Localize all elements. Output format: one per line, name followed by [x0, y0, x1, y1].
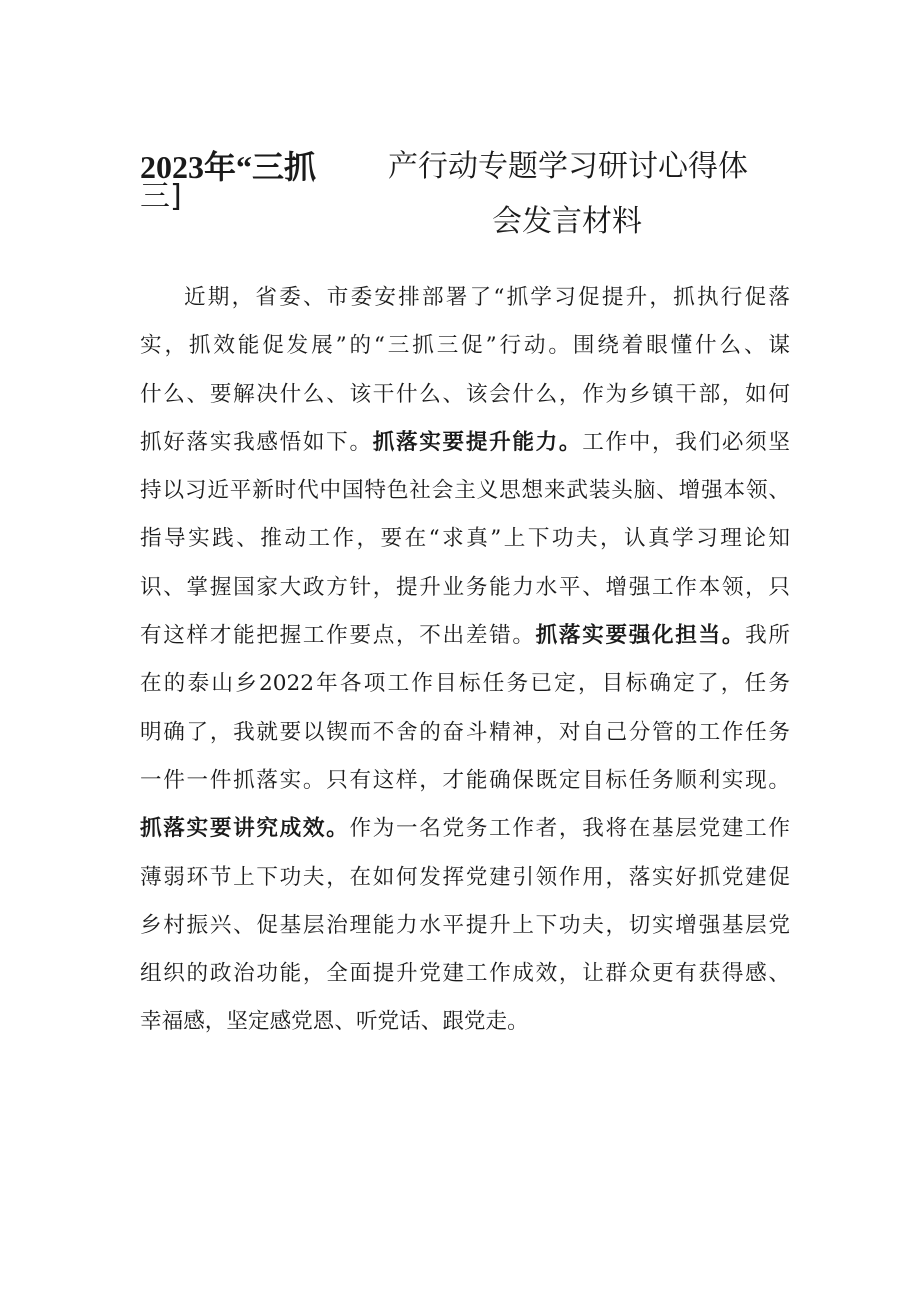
paragraph-line: [140, 612, 790, 660]
paragraph-text: 我所: [745, 623, 790, 649]
paragraph-text: 薄弱环节上下功夫，在如何发挥党建引领作用，落实好抓党建促: [140, 864, 790, 890]
paragraph-line: [140, 660, 790, 708]
paragraph-text: 作为一名党务工作者，我将在基层党建工作: [349, 816, 790, 842]
bold-heading-text: 抓落实要讲究成效。: [140, 816, 350, 842]
paragraph-line: [140, 950, 790, 998]
paragraph-line: [140, 371, 790, 419]
paragraph-text: 识、掌握国家大政方针，提升业务能力水平、增强工作本领，只: [140, 574, 790, 600]
paragraph-text: 幸福感，坚定感党恩、听党话、跟党走。: [140, 1009, 529, 1035]
paragraph-text: 指导实践、推动工作，要在“求真”上下功夫，认真学习理论知: [140, 526, 790, 552]
paragraph-line: [140, 419, 790, 467]
paragraph-text: 什么、要解决什么、该干什么、该会什么，作为乡镇干部，如何: [140, 381, 790, 407]
title-fragment: 三]: [140, 179, 182, 214]
paragraph-line: [140, 902, 790, 950]
title-subtitle: 会发言材料: [492, 204, 642, 239]
paragraph-text: 组织的政治功能，全面提升党建工作成效，让群众更有获得感、: [140, 961, 790, 987]
title-year-part: 2023年“三抓: [140, 149, 317, 185]
paragraph-text: 一件一件抓落实。只有这样，才能确保既定目标任务顺利实现。: [140, 767, 790, 793]
paragraph-line: [140, 564, 790, 612]
paragraph-text: 乡村振兴、促基层治理能力水平提升上下功夫，切实增强基层党: [140, 912, 790, 938]
paragraph-text: 近期，省委、市委安排部署了“抓学习促提升，抓执行促落: [184, 285, 790, 310]
paragraph-line: [140, 467, 790, 515]
paragraph-text: 明确了，我就要以锲而不舍的奋斗精神，对自己分管的工作任务: [140, 719, 790, 745]
bold-heading-text: 抓落实要强化担当。: [535, 623, 746, 649]
paragraph-line: [140, 274, 790, 322]
paragraph-text: 持以习近平新时代中国特色社会主义思想来武装头脑、增强本领、: [140, 478, 790, 504]
paragraph-line: [140, 322, 790, 370]
paragraph-line: [140, 757, 790, 805]
paragraph-line: [140, 805, 790, 853]
title-main-part: 产行动专题学习研讨心得体: [388, 149, 748, 184]
paragraph-text: 抓好落实我感悟如下。: [140, 429, 373, 455]
paragraph-text: 在的泰山乡2022年各项工作目标任务已定，目标确定了，任务: [140, 671, 790, 697]
paragraph-text: 有这样才能把握工作要点，不出差错。: [140, 623, 536, 649]
paragraph-line: [140, 515, 790, 563]
paragraph-line: [140, 998, 790, 1046]
document-title: [140, 148, 800, 248]
body-paragraph: [140, 274, 790, 1047]
paragraph-line: [140, 854, 790, 902]
paragraph-text: 实，抓效能促发展”的“三抓三促”行动。围绕着眼懂什么、谋: [140, 333, 790, 359]
bold-heading-text: 抓落实要提升能力。: [372, 429, 583, 455]
paragraph-text: 工作中，我们必须坚: [582, 429, 790, 455]
paragraph-line: [140, 709, 790, 757]
